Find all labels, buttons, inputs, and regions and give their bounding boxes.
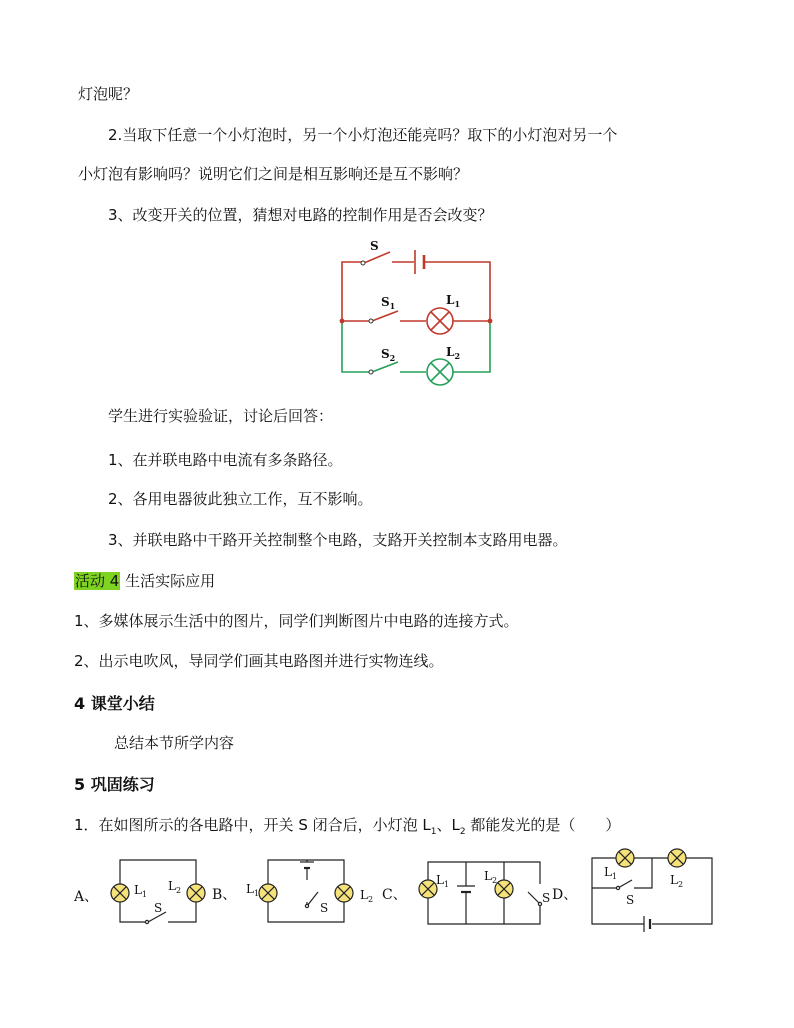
svg-text:L1: $L_1$ xyxy=(604,865,618,881)
label-l2: L xyxy=(446,345,455,359)
option-d: D、 xyxy=(552,887,578,903)
section4-body: 总结本节所学内容 xyxy=(114,734,235,752)
text-line-7: 2、各用电器彼此独立工作，互不影响。 xyxy=(108,490,373,508)
activity-item-2: 2、出示电吹风，导同学们画其电路图并进行实物连线。 xyxy=(74,652,444,670)
text-line-1: 灯泡呢？ xyxy=(78,85,139,103)
svg-text:L1: $L_1$ xyxy=(246,882,260,898)
svg-text:L1: $L_1$ xyxy=(134,883,148,899)
text-line-6: 1、在并联电路中电流有多条路径。 xyxy=(108,451,343,469)
label-s2: S xyxy=(381,347,390,361)
option-b: B、 xyxy=(212,887,237,903)
text-line-4: 3、改变开关的位置，猜想对电路的控制作用是否会改变？ xyxy=(108,206,493,224)
option-c: C、 xyxy=(382,887,407,903)
svg-text:S: S xyxy=(626,893,635,907)
text-line-5: 学生进行实验验证，讨论后回答： xyxy=(108,407,334,425)
question-1: 1．在如图所示的各电路中，开关 S 闭合后，小灯泡 $L_1$、$L_2$ 都能发光的是（ ） xyxy=(74,816,621,837)
svg-text:L2: $L_2$ xyxy=(484,869,498,885)
text-line-8: 3、并联电路中干路开关控制整个电路，支路开关控制本支路用电器。 xyxy=(108,531,568,549)
label-l2-sub: 2 xyxy=(454,351,461,361)
text-line-2: 2.当取下任意一个小灯泡时，另一个小灯泡还能亮吗？取下的小灯泡对另一个 xyxy=(108,126,618,144)
label-s1-sub: 1 xyxy=(389,301,396,311)
text-line-3: 小灯泡有影响吗？说明它们之间是相互影响还是互不影响？ xyxy=(78,165,469,183)
activity-title: 生活实际应用 xyxy=(120,572,216,590)
label-s2-sub: 2 xyxy=(389,353,396,363)
circuit-b xyxy=(268,860,344,922)
section4-title: 4 课堂小结 xyxy=(74,694,155,713)
svg-text:L2: $L_2$ xyxy=(670,873,684,889)
svg-text:L1: $L_1$ xyxy=(436,873,450,889)
activity-item-1: 1、多媒体展示生活中的图片，同学们判断图片中电路的连接方式。 xyxy=(74,612,519,630)
label-l1-sub: 1 xyxy=(454,299,461,309)
option-a: A、 xyxy=(74,889,99,905)
svg-text:S: S xyxy=(154,901,163,915)
label-l1: L xyxy=(446,293,455,307)
svg-text:S: S xyxy=(542,891,551,905)
label-s1: S xyxy=(381,295,390,309)
svg-text:L2: $L_2$ xyxy=(168,879,182,895)
section5-title: 5 巩固练习 xyxy=(74,775,155,794)
activity-highlight: 活动 4 xyxy=(75,572,120,590)
svg-text:L2: $L_2$ xyxy=(360,888,374,904)
svg-text:S: S xyxy=(320,901,329,915)
label-s: S xyxy=(370,239,379,253)
